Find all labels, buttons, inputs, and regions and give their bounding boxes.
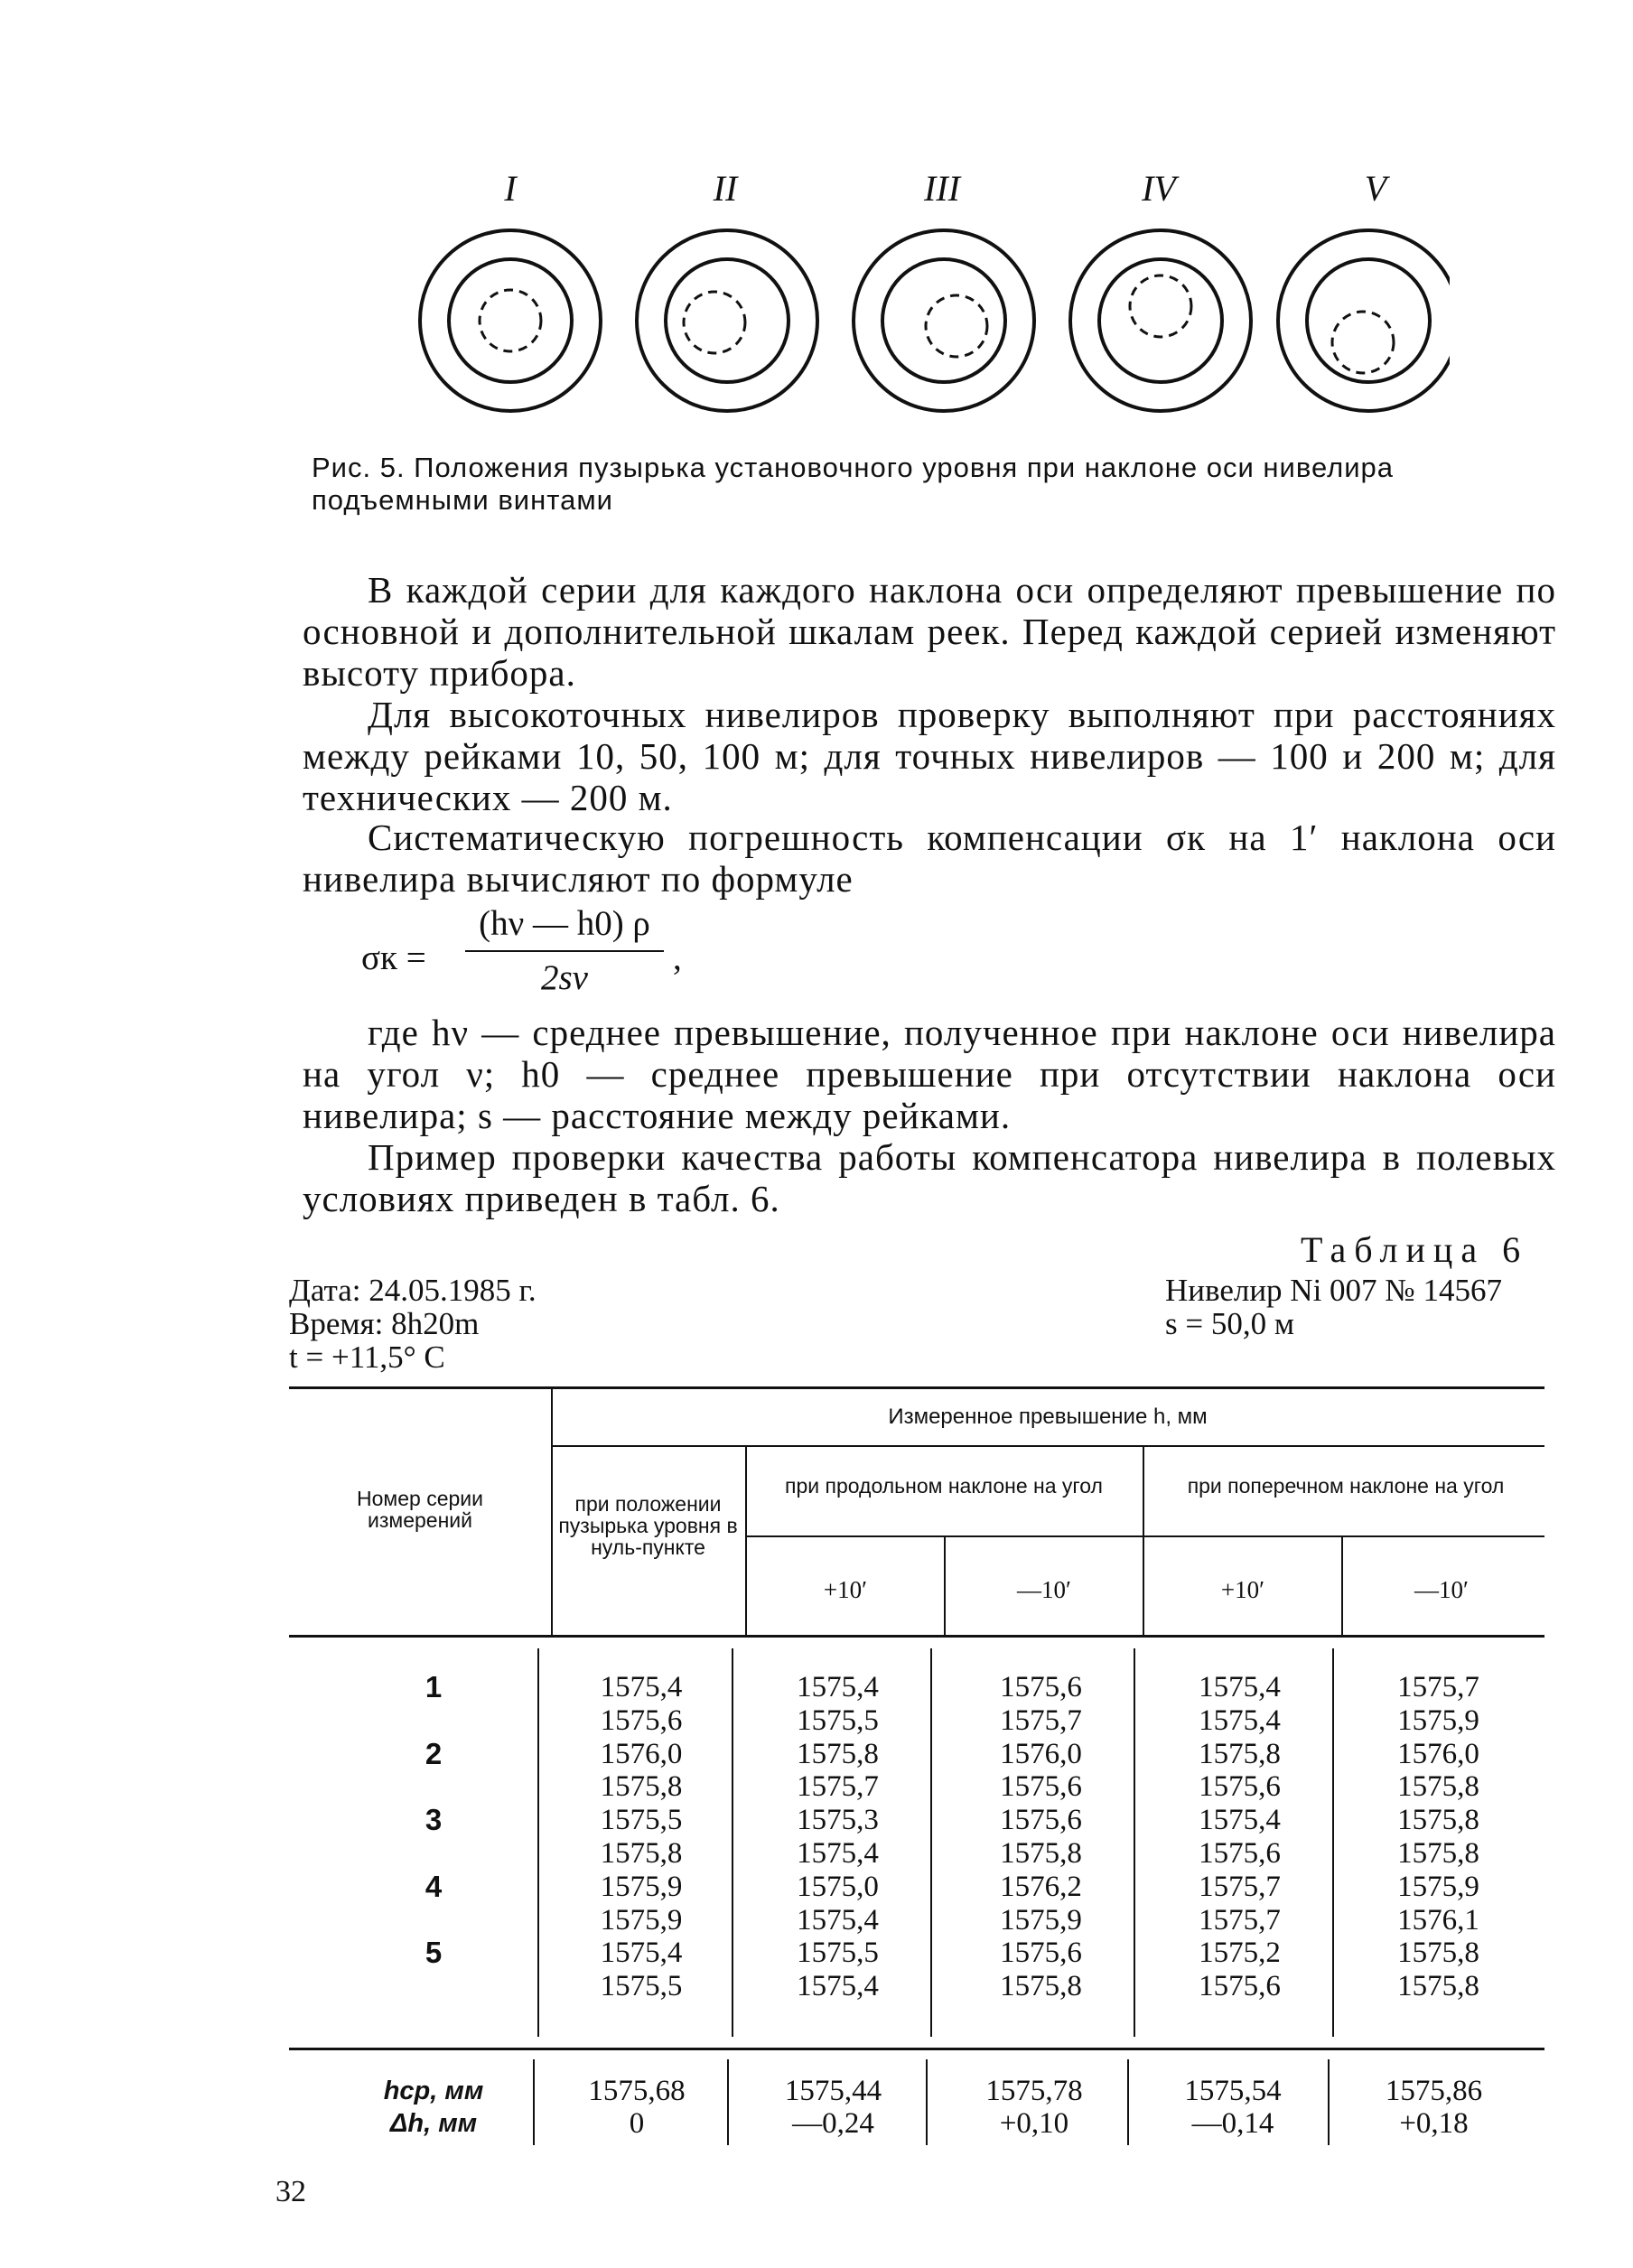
formula-lhs: σк =: [361, 938, 426, 977]
formula-comma: ,: [673, 938, 682, 977]
paragraph-4: где hν — среднее превышение, полученное при наклоне оси нивелира на угол ν; h0 — среднее превышение при отсутствии наклона оси нивелира; s — расстояние между рейками.: [303, 1012, 1556, 1136]
summary-cell: 1575,54: [1184, 2075, 1282, 2107]
fraction-bar: [465, 950, 664, 952]
level-position-2: [637, 230, 817, 411]
header-angle-2: —10′: [1017, 1576, 1071, 1603]
summary-cell: —0,14: [1191, 2107, 1274, 2140]
paragraph-1: В каждой серии для каждого наклона оси определяют превышение по основной и дополнительной шкалам реек. Перед каждой серией изменяют высоту прибора.: [303, 569, 1556, 694]
table-cell: 1575,8: [1397, 1804, 1479, 1837]
table-cell: 1575,5: [797, 1937, 879, 1970]
table-cell: 1575,4: [600, 1671, 683, 1703]
header-transverse-tilt: при поперечном наклоне на угол: [1187, 1474, 1505, 1498]
series-number: 3: [425, 1803, 443, 1837]
table-cell: 1575,6: [1000, 1937, 1082, 1970]
paragraph-2: Для высокоточных нивелиров проверку выполняют при расстояниях между рейками 10, 50, 100 м; для точных нивелиров — 100 и 200 м; для технических — 200 м.: [303, 694, 1556, 818]
table-cell: 1575,4: [600, 1937, 683, 1970]
table-cell: 1575,8: [797, 1737, 879, 1770]
series-number: [343, 1904, 524, 1937]
vline-sum-2: [727, 2059, 729, 2145]
header-angle-4: —10′: [1414, 1576, 1469, 1603]
column-long-plus: [745, 1671, 930, 2003]
header-series-number: Номер серии измерений: [357, 1487, 483, 1532]
summary-labels: [343, 2075, 524, 2140]
table-cell: 1576,0: [1000, 1737, 1082, 1770]
table-cell: 1575,7: [1199, 1903, 1281, 1937]
table-cell: 1575,7: [1000, 1703, 1082, 1737]
level-position-1: [420, 230, 601, 411]
level-circles-drawing: [411, 221, 1450, 438]
summary-cell: +0,18: [1399, 2107, 1469, 2140]
column-cross-plus: [1143, 1671, 1337, 2003]
table-cell: 1575,8: [1199, 1737, 1281, 1770]
formula-denominator: 2sν: [541, 958, 588, 997]
table-cell: 1575,8: [1397, 1836, 1479, 1870]
table-cell: 1575,8: [1397, 1970, 1479, 2003]
table-cell: 1575,9: [1000, 1903, 1082, 1937]
table-cell: 1575,2: [1199, 1937, 1281, 1970]
figure-label-4: IV: [1142, 168, 1176, 209]
vline-sum-1: [533, 2059, 535, 2145]
table-cell: 1576,1: [1397, 1903, 1479, 1937]
series-number: 1: [425, 1670, 443, 1703]
level-position-3: [854, 230, 1034, 411]
table-cell: 1575,4: [797, 1671, 879, 1703]
vline-sum-3: [926, 2059, 928, 2145]
vline-body-2: [732, 1648, 733, 2037]
summary-cell: 1575,86: [1385, 2075, 1483, 2107]
table-cell: 1575,9: [1397, 1870, 1479, 1903]
vline-sum-5: [1328, 2059, 1330, 2145]
summary-cell: —0,24: [792, 2107, 874, 2140]
meta-date: Дата: 24.05.1985 г.: [289, 1273, 537, 1308]
table-cell: 1575,5: [600, 1970, 683, 2003]
header-angle-1: +10′: [823, 1576, 868, 1603]
summary-cell: +0,10: [999, 2107, 1069, 2140]
vline-2: [745, 1445, 747, 1635]
measurements-table: [289, 1386, 1544, 2163]
figure-label-3: III: [924, 168, 960, 209]
table-cell: 1576,0: [600, 1737, 683, 1770]
series-number: 2: [425, 1736, 443, 1770]
table-cell: 1575,8: [1397, 1937, 1479, 1970]
vline-body-1: [537, 1648, 539, 2037]
table-cell: 1575,7: [797, 1770, 879, 1804]
table-cell: 1575,9: [600, 1903, 683, 1937]
summary-long-minus: [939, 2075, 1129, 2140]
level-position-5: [1278, 230, 1450, 411]
series-number: [343, 1704, 524, 1738]
paragraph-3: Систематическую погрешность компенсации σк на 1′ наклона оси нивелира вычисляют по формуле: [303, 817, 1556, 900]
series-number: [343, 1770, 524, 1804]
table-cell: 1575,5: [797, 1703, 879, 1737]
table-meta-right: [1165, 1274, 1502, 1340]
header-bottom-rule: [289, 1635, 1544, 1638]
table-cell: 1575,9: [1397, 1703, 1479, 1737]
table-cell: 1575,9: [600, 1870, 683, 1903]
table-cell: 1575,6: [1199, 1770, 1281, 1804]
page-number: 32: [275, 2175, 306, 2208]
table-cell: 1575,4: [797, 1836, 879, 1870]
figure-label-2: II: [713, 168, 738, 209]
table-cell: 1575,8: [1397, 1770, 1479, 1804]
figure-label-1: I: [504, 168, 517, 209]
figure-label-5: V: [1364, 168, 1387, 209]
summary-cell: 1575,78: [985, 2075, 1083, 2107]
summary-label-mean: hср, мм: [383, 2077, 484, 2105]
series-number: 4: [425, 1869, 443, 1903]
table-cell: 1575,6: [1000, 1770, 1082, 1804]
table-cell: 1575,4: [797, 1970, 879, 2003]
bubble-positions-figure: [411, 167, 1450, 438]
table-cell: 1575,4: [1199, 1703, 1281, 1737]
summary-label-delta: Δh, мм: [389, 2109, 478, 2138]
summary-cell: 1575,68: [588, 2075, 686, 2107]
column-cross-minus: [1341, 1671, 1535, 2003]
meta-temperature: t = +11,5° С: [289, 1339, 445, 1375]
meta-distance: s = 50,0 м: [1165, 1306, 1295, 1341]
table-cell: 1575,3: [797, 1804, 879, 1837]
vline-body-3: [930, 1648, 932, 2037]
table-cell: 1575,8: [600, 1770, 683, 1804]
table-top-rule: [289, 1386, 1544, 1389]
summary-cross-plus: [1138, 2075, 1328, 2140]
table-cell: 1576,2: [1000, 1870, 1082, 1903]
table-cell: 1575,6: [1000, 1804, 1082, 1837]
table-cell: 1575,6: [1199, 1836, 1281, 1870]
series-number: 5: [425, 1936, 443, 1970]
level-position-4: [1070, 230, 1251, 411]
header-group-rule: [551, 1445, 1544, 1447]
formula: [361, 903, 867, 1003]
header-null-point: при положении пузырька уровня в нуль-пункте: [558, 1492, 738, 1559]
header-angle-3: +10′: [1220, 1576, 1265, 1603]
table-cell: 1575,6: [600, 1703, 683, 1737]
table-cell: 1575,4: [797, 1903, 879, 1937]
table-cell: 1575,4: [1199, 1804, 1281, 1837]
table-cell: 1575,7: [1199, 1870, 1281, 1903]
summary-cell: 1575,44: [784, 2075, 882, 2107]
summary-rule: [289, 2048, 1544, 2050]
vline-4: [1143, 1445, 1144, 1635]
series-number: [343, 1837, 524, 1871]
meta-instrument: Нивелир Ni 007 № 14567: [1165, 1273, 1502, 1308]
table-cell: 1575,4: [1199, 1671, 1281, 1703]
column-null-point: [551, 1671, 732, 2003]
header-longitudinal-tilt: при продольном наклоне на угол: [785, 1474, 1103, 1498]
summary-null-point: [546, 2075, 727, 2140]
table-cell: 1575,6: [1000, 1671, 1082, 1703]
formula-numerator: (hν — h0) ρ: [479, 904, 650, 943]
table-cell: 1575,8: [600, 1836, 683, 1870]
table-cell: 1575,6: [1199, 1970, 1281, 2003]
summary-cross-minus: [1337, 2075, 1531, 2140]
angle-rule: [745, 1535, 1544, 1537]
table-cell: 1576,0: [1397, 1737, 1479, 1770]
column-long-minus: [944, 1671, 1138, 2003]
table-cell: 1575,7: [1397, 1671, 1479, 1703]
table-cell: 1575,0: [797, 1870, 879, 1903]
meta-time: Время: 8h20m: [289, 1306, 480, 1341]
paragraph-5: Пример проверки качества работы компенсатора нивелира в полевых условиях приведен в табл. 6.: [303, 1136, 1556, 1219]
table-meta-left: [289, 1274, 537, 1374]
figure-caption: Рис. 5. Положения пузырька установочного уровня при наклоне оси нивелира подъемными винтами: [312, 452, 1395, 516]
summary-long-plus: [741, 2075, 926, 2140]
table-cell: 1575,8: [1000, 1836, 1082, 1870]
series-number-column: [343, 1671, 524, 1970]
table-cell: 1575,5: [600, 1804, 683, 1837]
summary-cell: 0: [629, 2107, 645, 2140]
table-cell: 1575,8: [1000, 1970, 1082, 2003]
table-title: Таблица 6: [1301, 1229, 1529, 1270]
header-measured-height: Измеренное превышение h, мм: [888, 1405, 1208, 1429]
